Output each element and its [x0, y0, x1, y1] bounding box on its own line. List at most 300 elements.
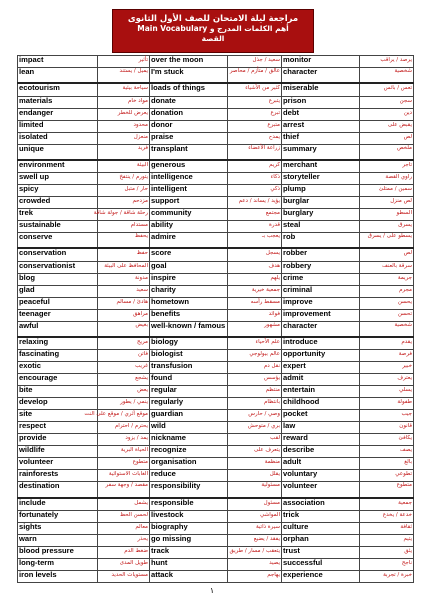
english-word: opportunity — [282, 350, 360, 362]
english-word: destination — [18, 482, 98, 498]
english-word: culture — [282, 522, 360, 534]
arabic-meaning: سعيد — [98, 285, 150, 297]
english-word: donate — [150, 96, 228, 108]
english-word: well-known / famous — [150, 321, 228, 337]
english-word: found — [150, 374, 228, 386]
arabic-meaning: ضغط الدم — [98, 546, 150, 558]
vocab-row — [18, 83, 414, 96]
arabic-meaning: يميل / يستند — [98, 68, 150, 84]
english-word: conservationist — [18, 261, 98, 273]
english-word: rob — [282, 233, 360, 249]
english-word: sights — [18, 522, 98, 534]
arabic-meaning: فاتن — [98, 350, 150, 362]
vocabulary-table — [17, 55, 414, 583]
vocab-row — [18, 321, 414, 337]
english-word: relaxing — [18, 337, 98, 350]
arabic-meaning: الغابات الاستوائية — [98, 470, 150, 482]
arabic-meaning: يرصد / يراقب — [360, 56, 414, 68]
arabic-meaning: شخصية — [360, 68, 414, 84]
arabic-meaning: يعترف — [360, 374, 414, 386]
vocab-row — [18, 120, 414, 132]
english-word: develop — [18, 398, 98, 410]
arabic-meaning: يشمل — [98, 498, 150, 511]
english-word: miserable — [282, 83, 360, 96]
english-word: glad — [18, 285, 98, 297]
english-word: recognize — [150, 446, 228, 458]
english-word: childhood — [282, 398, 360, 410]
vocab-row — [18, 350, 414, 362]
english-word: describe — [282, 446, 360, 458]
english-word: goal — [150, 261, 228, 273]
english-word: monitor — [282, 56, 360, 68]
arabic-meaning: منظمة — [228, 458, 282, 470]
english-word: awful — [18, 321, 98, 337]
vocab-row — [18, 498, 414, 511]
vocab-row — [18, 374, 414, 386]
arabic-meaning: قدرة — [228, 221, 282, 233]
page-subtitle: أهم الكلمات المدرج و Main Vocabulary — [137, 24, 289, 33]
english-word: improvement — [282, 309, 360, 321]
english-word: criminal — [282, 285, 360, 297]
vocab-row — [18, 422, 414, 434]
vocab-row — [18, 56, 414, 68]
arabic-meaning: لص منزل — [360, 197, 414, 209]
arabic-meaning: يكافئ — [360, 434, 414, 446]
arabic-meaning: يحسن — [360, 297, 414, 309]
page-title: مراجعة ليلة الامتحان للصف الأول الثانوى — [127, 14, 299, 24]
arabic-meaning: ذكاء — [228, 173, 282, 185]
english-word: hunt — [150, 558, 228, 570]
vocabulary-table-body — [18, 56, 414, 583]
arabic-meaning: يسرق — [360, 221, 414, 233]
arabic-meaning: يمدح — [228, 132, 282, 144]
english-word: environment — [18, 160, 98, 173]
english-word: unique — [18, 144, 98, 160]
vocab-row — [18, 144, 414, 160]
arabic-meaning: طويل المدى — [98, 558, 150, 570]
arabic-meaning: خدعة / يخدع — [360, 510, 414, 522]
english-word: volunteer — [282, 482, 360, 498]
arabic-meaning: مسئول — [228, 498, 282, 511]
english-word: intelligent — [150, 185, 228, 197]
english-word: trick — [282, 510, 360, 522]
vocab-row — [18, 261, 414, 273]
arabic-meaning: مشهور — [228, 321, 282, 337]
arabic-meaning: يؤسس — [228, 374, 282, 386]
arabic-meaning: يعض — [98, 386, 150, 398]
arabic-meaning: يحفظ — [98, 233, 150, 249]
arabic-meaning: يشجع — [98, 374, 150, 386]
english-word: praise — [150, 132, 228, 144]
english-word: swell up — [18, 173, 98, 185]
english-word: voluntary — [282, 470, 360, 482]
vocab-row — [18, 185, 414, 197]
vocab-row — [18, 297, 414, 309]
arabic-meaning: ثقافة — [360, 522, 414, 534]
vocab-row — [18, 68, 414, 84]
english-word: benefits — [150, 309, 228, 321]
english-word: storyteller — [282, 173, 360, 185]
english-word: teenager — [18, 309, 98, 321]
english-word: community — [150, 209, 228, 221]
arabic-meaning: يتورم / ينتفخ — [98, 173, 150, 185]
vocab-row — [18, 510, 414, 522]
english-word: responsible — [150, 498, 228, 511]
english-word: wildlife — [18, 446, 98, 458]
english-word: robber — [282, 248, 360, 261]
arabic-meaning: سمين / ممتلئ — [360, 185, 414, 197]
arabic-meaning: البيئة — [98, 160, 150, 173]
vocab-row — [18, 386, 414, 398]
arabic-meaning: المحافظ على البيئة — [98, 261, 150, 273]
english-word: adult — [282, 458, 360, 470]
english-word: biography — [150, 522, 228, 534]
arabic-meaning: كريم — [228, 160, 282, 173]
arabic-meaning: فريد — [98, 144, 150, 160]
arabic-meaning: عالم بيولوجي — [228, 350, 282, 362]
english-word: pocket — [282, 410, 360, 422]
arabic-meaning: لص — [360, 132, 414, 144]
vocab-row — [18, 470, 414, 482]
vocab-row — [18, 434, 414, 446]
english-word: robbery — [282, 261, 360, 273]
arabic-meaning: ملخص — [360, 144, 414, 160]
english-word: admire — [150, 233, 228, 249]
english-word: impact — [18, 56, 98, 68]
arabic-meaning: تبرع — [228, 108, 282, 120]
english-word: merchant — [282, 160, 360, 173]
arabic-meaning: طفولة — [360, 398, 414, 410]
english-word: fortunately — [18, 510, 98, 522]
vocab-row — [18, 546, 414, 558]
arabic-meaning: يحترم / احترام — [98, 422, 150, 434]
arabic-meaning: حار / متبل — [98, 185, 150, 197]
arabic-meaning: يقدم — [360, 337, 414, 350]
arabic-meaning: يسطو على / يسرق — [360, 233, 414, 249]
arabic-meaning: متبرع — [228, 120, 282, 132]
english-word: spicy — [18, 185, 98, 197]
page-story-label: القصة — [201, 34, 225, 43]
english-word: character — [282, 321, 360, 337]
arabic-meaning: يسلي — [360, 386, 414, 398]
english-word: wild — [150, 422, 228, 434]
arabic-meaning: يتبرع — [228, 96, 282, 108]
arabic-meaning: حفظ — [98, 248, 150, 261]
english-word: guardian — [150, 410, 228, 422]
english-word: limited — [18, 120, 98, 132]
arabic-meaning: سياحة بيئية — [98, 83, 150, 96]
english-word: successful — [282, 558, 360, 570]
english-word: crowded — [18, 197, 98, 209]
arabic-meaning: راوي القصة — [360, 173, 414, 185]
arabic-meaning: فوائد — [228, 309, 282, 321]
arabic-meaning: يسجل — [228, 248, 282, 261]
arabic-meaning: لص — [360, 248, 414, 261]
arabic-meaning: ينمي / يطور — [98, 398, 150, 410]
arabic-meaning: كثير من الأشياء — [228, 83, 282, 96]
arabic-meaning: مقصد / وجهة سفر — [98, 482, 150, 498]
english-word: encourage — [18, 374, 98, 386]
arabic-meaning: بري / متوحش — [228, 422, 282, 434]
english-word: warn — [18, 534, 98, 546]
english-word: experience — [282, 570, 360, 582]
vocab-row — [18, 458, 414, 470]
arabic-meaning: مسقط رأسه — [228, 297, 282, 309]
vocab-row — [18, 337, 414, 350]
english-word: biology — [150, 337, 228, 350]
arabic-meaning: لقب — [228, 434, 282, 446]
arabic-meaning: مسئولية — [228, 482, 282, 498]
vocab-row — [18, 482, 414, 498]
english-word: intelligence — [150, 173, 228, 185]
vocab-row — [18, 209, 414, 221]
arabic-meaning: يتعقب / مسار / طريق — [228, 546, 282, 558]
english-word: organisation — [150, 458, 228, 470]
arabic-meaning: متطوع — [360, 482, 414, 498]
english-word: orphan — [282, 534, 360, 546]
vocab-row — [18, 410, 414, 422]
vocab-row — [18, 558, 414, 570]
english-word: peaceful — [18, 297, 98, 309]
page-number: ١ — [209, 586, 215, 595]
english-word: regularly — [150, 398, 228, 410]
english-word: provide — [18, 434, 98, 446]
vocab-row — [18, 233, 414, 249]
title-banner — [112, 9, 314, 53]
arabic-meaning: سعيد / جذل — [228, 56, 282, 68]
arabic-meaning: محدود — [98, 120, 150, 132]
english-word: blog — [18, 273, 98, 285]
arabic-meaning: الحياة البرية — [98, 446, 150, 458]
arabic-meaning: لحسن الحظ — [98, 510, 150, 522]
arabic-meaning: جمعية خيرية — [228, 285, 282, 297]
english-word: transfusion — [150, 362, 228, 374]
english-word: sustainable — [18, 221, 98, 233]
arabic-meaning: مراهق — [98, 309, 150, 321]
vocab-row — [18, 362, 414, 374]
english-word: crime — [282, 273, 360, 285]
arabic-meaning: ناجح — [360, 558, 414, 570]
english-word: association — [282, 498, 360, 511]
vocab-row — [18, 273, 414, 285]
english-word: reward — [282, 434, 360, 446]
arabic-meaning: يمد / يزود — [98, 434, 150, 446]
arabic-meaning: يعرض للخطر — [98, 108, 150, 120]
arabic-meaning: تحسن — [360, 309, 414, 321]
arabic-meaning: يحذر — [98, 534, 150, 546]
arabic-meaning: جيب — [360, 410, 414, 422]
english-word: hometown — [150, 297, 228, 309]
english-word: lean — [18, 68, 98, 84]
arabic-meaning: غريب — [98, 362, 150, 374]
english-word: volunteer — [18, 458, 98, 470]
arabic-meaning: يقبض على — [360, 120, 414, 132]
english-word: steal — [282, 221, 360, 233]
arabic-meaning: يقلل — [228, 470, 282, 482]
arabic-meaning: منتظم — [228, 386, 282, 398]
arabic-meaning: يتيم — [360, 534, 414, 546]
arabic-meaning: ذكي — [228, 185, 282, 197]
arabic-meaning: سيرة ذاتية — [228, 522, 282, 534]
arabic-meaning: يؤيد / يساند / دعم — [228, 197, 282, 209]
vocab-row — [18, 446, 414, 458]
arabic-meaning: نقل دم — [228, 362, 282, 374]
english-word: ecotourism — [18, 83, 98, 96]
english-word: conserve — [18, 233, 98, 249]
english-word: materials — [18, 96, 98, 108]
arabic-meaning: معالم — [98, 522, 150, 534]
arabic-meaning: يفقد / يضيع — [228, 534, 282, 546]
arabic-meaning: يلهم — [228, 273, 282, 285]
english-word: ability — [150, 221, 228, 233]
english-word: improve — [282, 297, 360, 309]
english-word: endanger — [18, 108, 98, 120]
vocab-row — [18, 173, 414, 185]
vocab-row — [18, 96, 414, 108]
arabic-meaning: شخصية — [360, 321, 414, 337]
english-word: admit — [282, 374, 360, 386]
arabic-meaning: موقع أثري / موقع على النت — [98, 410, 150, 422]
arabic-meaning: يهاجم — [228, 570, 282, 582]
arabic-meaning: مواد خام — [98, 96, 150, 108]
arabic-meaning: خبير — [360, 362, 414, 374]
vocab-row — [18, 221, 414, 233]
english-word: conservation — [18, 248, 98, 261]
english-word: exotic — [18, 362, 98, 374]
english-word: prison — [282, 96, 360, 108]
vocab-row — [18, 534, 414, 546]
arabic-meaning: بانتظام — [228, 398, 282, 410]
arabic-meaning: عالق / متأزم / محاصر — [228, 68, 282, 84]
english-word: nickname — [150, 434, 228, 446]
english-word: biologist — [150, 350, 228, 362]
arabic-meaning: سجن — [360, 96, 414, 108]
english-word: isolated — [18, 132, 98, 144]
english-word: thief — [282, 132, 360, 144]
english-word: track — [150, 546, 228, 558]
english-word: score — [150, 248, 228, 261]
english-word: charity — [150, 285, 228, 297]
arabic-meaning: يعجب بـ — [228, 233, 282, 249]
english-word: include — [18, 498, 98, 511]
vocab-row — [18, 132, 414, 144]
arabic-meaning: يثق — [360, 546, 414, 558]
vocab-row — [18, 285, 414, 297]
english-word: support — [150, 197, 228, 209]
english-word: introduce — [282, 337, 360, 350]
english-word: generous — [150, 160, 228, 173]
english-word: over the moon — [150, 56, 228, 68]
english-word: reduce — [150, 470, 228, 482]
arabic-meaning: مستويات الحديد — [98, 570, 150, 582]
vocab-row — [18, 522, 414, 534]
arabic-meaning: سرقة بالعنف — [360, 261, 414, 273]
english-word: entertain — [282, 386, 360, 398]
english-word: donation — [150, 108, 228, 120]
arabic-meaning: بغيض — [98, 321, 150, 337]
vocab-row — [18, 398, 414, 410]
arabic-meaning: بالغ — [360, 458, 414, 470]
vocab-row — [18, 570, 414, 582]
arabic-meaning: تاجر — [360, 160, 414, 173]
arabic-meaning: هادئ / مسالم — [98, 297, 150, 309]
english-word: plump — [282, 185, 360, 197]
arabic-meaning: السطو — [360, 209, 414, 221]
arabic-meaning: دين — [360, 108, 414, 120]
english-word: long-term — [18, 558, 98, 570]
english-word: loads of things — [150, 83, 228, 96]
english-word: trust — [282, 546, 360, 558]
arabic-meaning: وصي / حارس — [228, 410, 282, 422]
english-word: character — [282, 68, 360, 84]
arabic-meaning: مجتمع — [228, 209, 282, 221]
english-word: arrest — [282, 120, 360, 132]
arabic-meaning: مزدحم — [98, 197, 150, 209]
arabic-meaning: خبرة / تجربة — [360, 570, 414, 582]
arabic-meaning: مجرم — [360, 285, 414, 297]
arabic-meaning: تأثير — [98, 56, 150, 68]
english-word: trek — [18, 209, 98, 221]
english-word: blood pressure — [18, 546, 98, 558]
arabic-meaning: مستدام — [98, 221, 150, 233]
arabic-meaning: فرصة — [360, 350, 414, 362]
english-word: rainforests — [18, 470, 98, 482]
arabic-meaning: علم الأحياء — [228, 337, 282, 350]
arabic-meaning: تعس / بائس — [360, 83, 414, 96]
arabic-meaning: يتعرف على — [228, 446, 282, 458]
english-word: inspire — [150, 273, 228, 285]
arabic-meaning: هدف — [228, 261, 282, 273]
arabic-meaning: المواشي — [228, 510, 282, 522]
arabic-meaning: مريح — [98, 337, 150, 350]
arabic-meaning: يصيد — [228, 558, 282, 570]
arabic-meaning: تطوعي — [360, 470, 414, 482]
english-word: livestock — [150, 510, 228, 522]
arabic-meaning: متطوع — [98, 458, 150, 470]
arabic-meaning: قانون — [360, 422, 414, 434]
english-word: bite — [18, 386, 98, 398]
arabic-meaning: مدونة — [98, 273, 150, 285]
arabic-meaning: جمعية — [360, 498, 414, 511]
vocab-row — [18, 309, 414, 321]
vocab-row — [18, 197, 414, 209]
vocab-row — [18, 248, 414, 261]
english-word: fascinating — [18, 350, 98, 362]
english-word: donor — [150, 120, 228, 132]
english-word: summary — [282, 144, 360, 160]
english-word: respect — [18, 422, 98, 434]
english-word: law — [282, 422, 360, 434]
english-word: I'm stuck — [150, 68, 228, 84]
english-word: debt — [282, 108, 360, 120]
english-word: burglary — [282, 209, 360, 221]
vocab-row — [18, 160, 414, 173]
arabic-meaning: رحلة شاقة / جولة شاقة — [98, 209, 150, 221]
arabic-meaning: زراعة الأعضاء — [228, 144, 282, 160]
english-word: burglar — [282, 197, 360, 209]
english-word: attack — [150, 570, 228, 582]
arabic-meaning: يصف — [360, 446, 414, 458]
english-word: site — [18, 410, 98, 422]
english-word: regular — [150, 386, 228, 398]
arabic-meaning: جريمة — [360, 273, 414, 285]
english-word: transplant — [150, 144, 228, 160]
vocab-row — [18, 108, 414, 120]
english-word: go missing — [150, 534, 228, 546]
english-word: responsibility — [150, 482, 228, 498]
english-word: iron levels — [18, 570, 98, 582]
arabic-meaning: منعزل — [98, 132, 150, 144]
